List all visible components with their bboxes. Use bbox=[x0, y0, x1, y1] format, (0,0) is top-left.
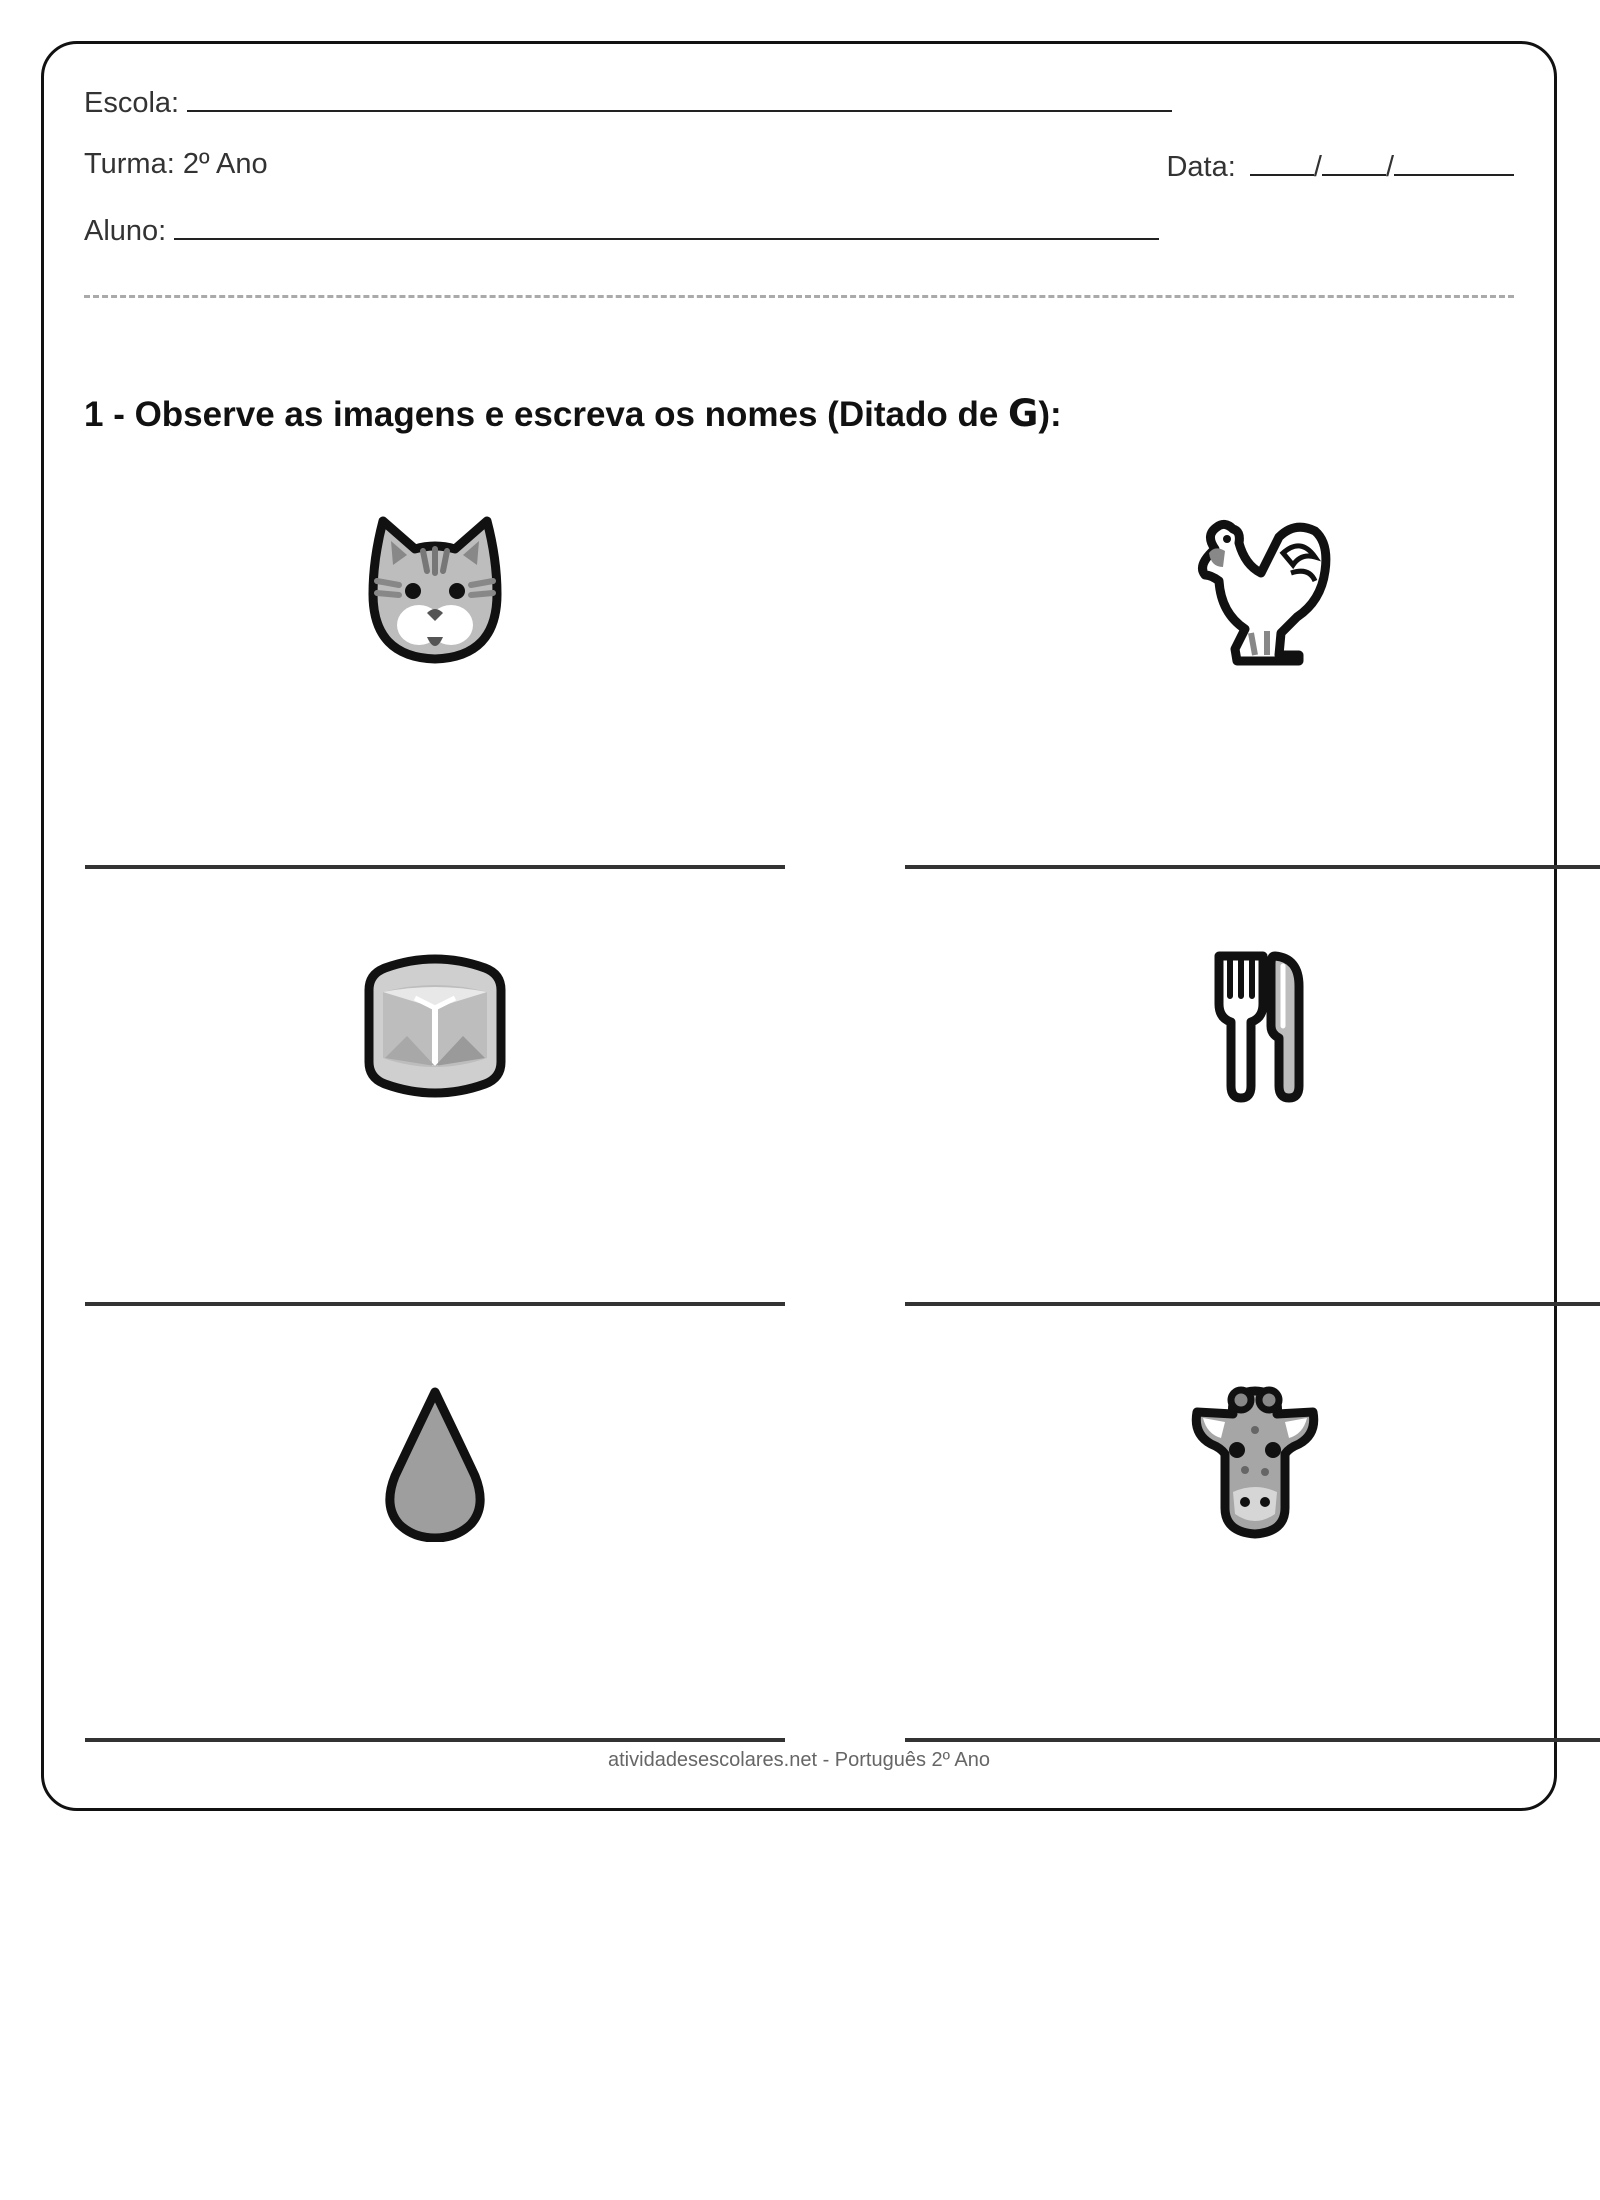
cat-icon bbox=[355, 509, 515, 669]
aluno-answer-line[interactable] bbox=[174, 212, 1159, 240]
dashed-divider bbox=[84, 295, 1514, 298]
footer-credit: atividadesescolares.net - Português 2º Ano bbox=[608, 1749, 990, 1771]
picture-item bbox=[85, 439, 785, 869]
question-text-end: ): bbox=[1038, 395, 1062, 434]
turma-row bbox=[84, 148, 268, 181]
escola-answer-line[interactable] bbox=[187, 84, 1172, 112]
data-separator: / bbox=[1313, 151, 1322, 183]
worksheet-frame bbox=[41, 41, 1557, 1811]
answer-line[interactable] bbox=[905, 865, 1600, 869]
answer-line[interactable] bbox=[905, 1302, 1600, 1306]
question-letter: G bbox=[1008, 392, 1039, 435]
data-month-line[interactable] bbox=[1322, 148, 1386, 176]
answer-line[interactable] bbox=[905, 1738, 1600, 1742]
question-title bbox=[84, 392, 1062, 435]
escola-label: Escola: bbox=[84, 87, 180, 119]
data-row bbox=[1166, 148, 1514, 184]
picture-item bbox=[85, 876, 785, 1306]
picture-item bbox=[85, 1312, 785, 1742]
water-drop-icon bbox=[355, 1382, 515, 1542]
picture-item bbox=[905, 876, 1600, 1306]
picture-item bbox=[905, 1312, 1600, 1742]
picture-item bbox=[905, 439, 1600, 869]
fork-and-knife-icon bbox=[1175, 946, 1335, 1106]
answer-line[interactable] bbox=[85, 1302, 785, 1306]
rooster-icon bbox=[1175, 509, 1335, 669]
answer-line[interactable] bbox=[85, 865, 785, 869]
turma-label: Turma: 2º Ano bbox=[84, 148, 268, 180]
ice-cube-icon bbox=[355, 946, 515, 1106]
data-label: Data: bbox=[1166, 151, 1236, 183]
escola-row bbox=[84, 84, 1172, 120]
question-text: 1 - Observe as imagens e escreva os nomes (Ditado de bbox=[84, 395, 1009, 434]
aluno-label: Aluno: bbox=[84, 215, 167, 247]
answer-line[interactable] bbox=[85, 1738, 785, 1742]
data-year-line[interactable] bbox=[1394, 148, 1514, 176]
giraffe-icon bbox=[1175, 1382, 1335, 1542]
data-separator: / bbox=[1385, 151, 1394, 183]
aluno-row bbox=[84, 212, 1159, 248]
data-day-line[interactable] bbox=[1250, 148, 1314, 176]
